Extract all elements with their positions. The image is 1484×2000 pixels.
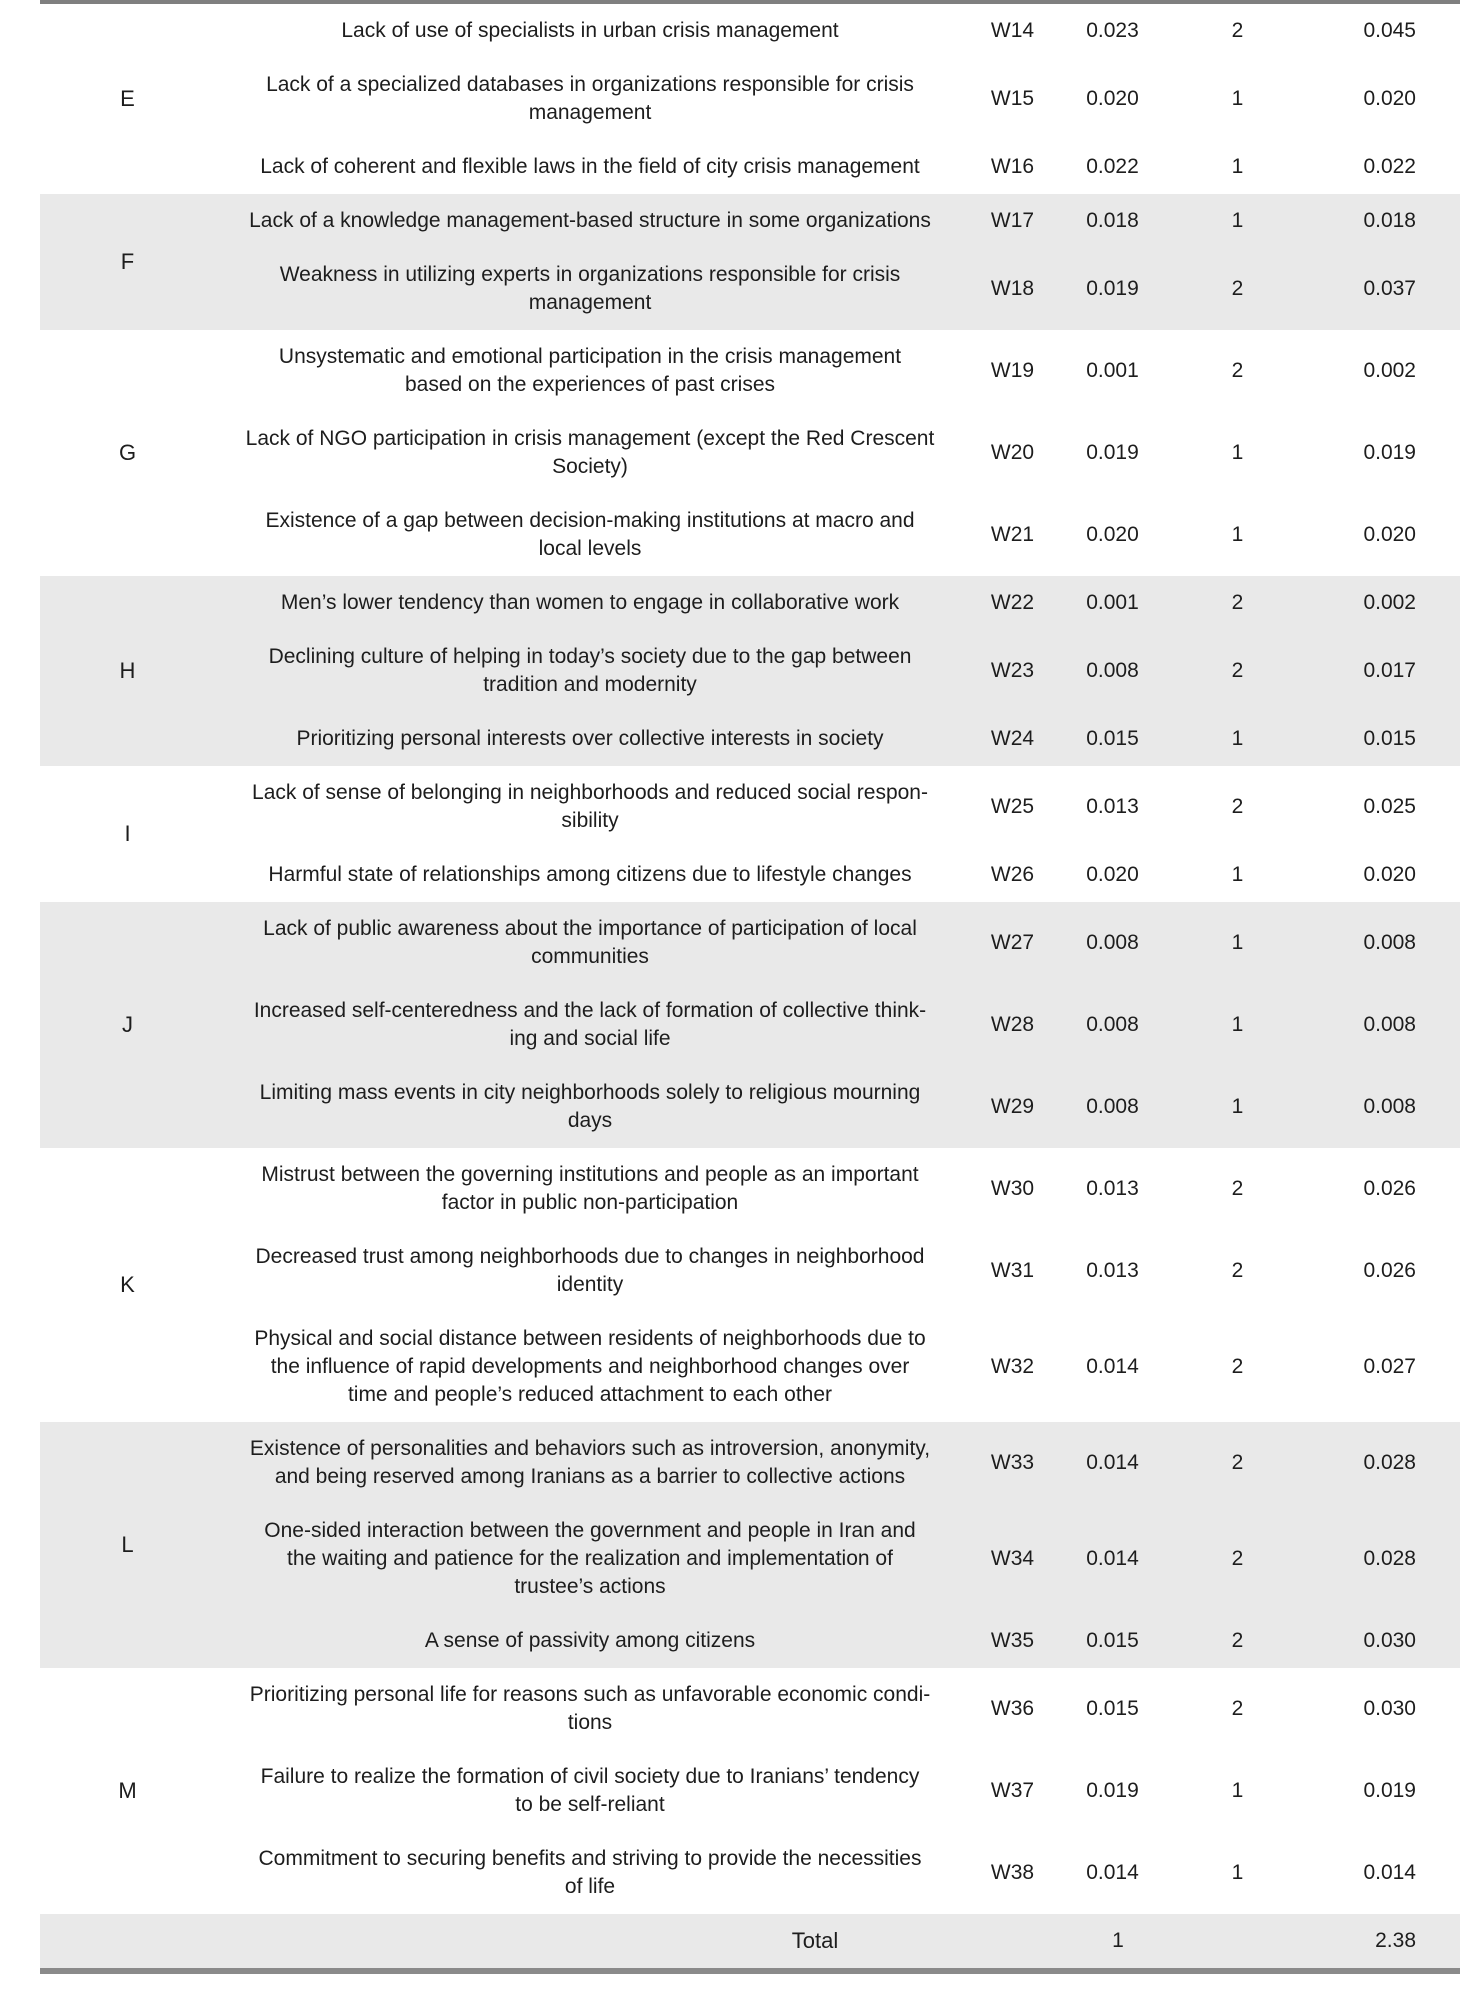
- rank-value: 2: [1231, 1697, 1244, 1720]
- weighted-score: 0.026: [1363, 1177, 1416, 1200]
- weight-value: 0.015: [1086, 1629, 1139, 1652]
- weight-value: 0.015: [1086, 727, 1139, 750]
- weighted-score: 0.020: [1363, 87, 1416, 110]
- rank-value: 2: [1231, 1547, 1244, 1570]
- rank-value: 1: [1231, 1095, 1244, 1118]
- weakness-description: Commitment to securing benefits and striving to provide the necessities of life: [258, 1847, 922, 1898]
- rank-value: 2: [1231, 1451, 1244, 1474]
- weighted-score: 0.020: [1363, 863, 1416, 886]
- weakness-description: Men’s lower tendency than women to engage in collaborative work: [280, 591, 900, 614]
- weighted-score: 0.008: [1363, 1013, 1416, 1036]
- group-label: G: [118, 440, 137, 465]
- weakness-description: A sense of passivity among citizens: [424, 1629, 756, 1652]
- weakness-code: W22: [990, 591, 1035, 614]
- weighted-score: 0.037: [1363, 277, 1416, 300]
- weakness-description: Weakness in utilizing experts in organizations responsible for crisis management: [279, 263, 901, 314]
- weight-value: 0.014: [1086, 1355, 1139, 1378]
- rank-value: 2: [1231, 1355, 1244, 1378]
- table-row: [40, 1504, 1460, 1614]
- weight-value: 0.001: [1086, 591, 1139, 614]
- weight-value: 0.008: [1086, 1095, 1139, 1118]
- weighted-score: 0.020: [1363, 523, 1416, 546]
- weakness-code: W16: [990, 155, 1035, 178]
- rank-value: 1: [1231, 523, 1244, 546]
- table-row: [40, 1832, 1460, 1914]
- weakness-description: Mistrust between the governing institutions and people as an important factor in public non-participation: [261, 1163, 919, 1214]
- table-row: [40, 2, 1460, 58]
- weighted-score: 0.030: [1363, 1697, 1416, 1720]
- group-label: L: [121, 1532, 134, 1557]
- weakness-description: One-sided interaction between the government and people in Iran and the waiting and patience for the realization and implementation of trustee’s actions: [264, 1519, 916, 1598]
- group-band-F: [40, 194, 1460, 330]
- group-band-E: [40, 2, 1460, 194]
- weighted-score: 0.015: [1363, 727, 1416, 750]
- weighted-score: 0.018: [1363, 209, 1416, 232]
- weight-value: 0.013: [1086, 1259, 1139, 1282]
- weight-value: 0.020: [1086, 87, 1139, 110]
- weakness-description: Decreased trust among neighborhoods due to changes in neighborhood identity: [255, 1245, 925, 1296]
- weakness-description: Increased self-centeredness and the lack of formation of collective think- ing and social life: [253, 999, 927, 1050]
- weakness-code: W20: [990, 441, 1035, 464]
- weakness-description: Failure to realize the formation of civil society due to Iranians’ tendency to be self-reliant: [260, 1765, 920, 1816]
- rank-value: 2: [1231, 1629, 1244, 1652]
- weakness-description: Declining culture of helping in today’s society due to the gap between tradition and modernity: [268, 645, 912, 696]
- weaknesses-weight-table: [40, 0, 1460, 1974]
- weighted-score: 0.002: [1363, 359, 1416, 382]
- weighted-score: 0.014: [1363, 1861, 1416, 1884]
- weight-value: 0.020: [1086, 863, 1139, 886]
- weight-value: 0.008: [1086, 659, 1139, 682]
- weighted-score: 0.026: [1363, 1259, 1416, 1282]
- weighted-score: 0.008: [1363, 1095, 1416, 1118]
- weakness-description: Lack of sense of belonging in neighborhoods and reduced social respon- sibility: [252, 781, 928, 832]
- group-band-H: [40, 576, 1460, 766]
- table-row: [40, 1750, 1460, 1832]
- weakness-description: Lack of coherent and flexible laws in the field of city crisis management: [260, 155, 920, 178]
- weight-value: 0.014: [1086, 1861, 1139, 1884]
- weakness-code: W27: [990, 931, 1035, 954]
- rank-value: 1: [1231, 209, 1244, 232]
- group-band-G: [40, 330, 1460, 576]
- rank-value: 2: [1231, 591, 1244, 614]
- rank-value: 2: [1231, 659, 1244, 682]
- weakness-description: Limiting mass events in city neighborhoods solely to religious mourning days: [259, 1081, 921, 1132]
- weakness-code: W17: [990, 209, 1035, 232]
- weighted-score: 0.028: [1363, 1451, 1416, 1474]
- weight-value: 0.019: [1086, 1779, 1139, 1802]
- table-row: [40, 1148, 1460, 1230]
- table-row: [40, 194, 1460, 248]
- weighted-score: 0.022: [1363, 155, 1416, 178]
- weakness-description: Existence of a gap between decision-making institutions at macro and local levels: [265, 509, 915, 560]
- weight-value: 0.008: [1086, 931, 1139, 954]
- table-row: [40, 248, 1460, 330]
- weakness-code: W32: [990, 1355, 1035, 1378]
- total-row: [40, 1914, 1460, 1971]
- weight-value: 0.001: [1086, 359, 1139, 382]
- weight-value: 0.020: [1086, 523, 1139, 546]
- weighted-score: 0.030: [1363, 1629, 1416, 1652]
- table-row: [40, 1312, 1460, 1422]
- group-label: F: [120, 249, 135, 274]
- group-label: M: [118, 1778, 137, 1803]
- group-band-M: [40, 1668, 1460, 1914]
- table-row: [40, 1230, 1460, 1312]
- table-row: [40, 902, 1460, 984]
- table-row: [40, 1422, 1460, 1504]
- table-row: [40, 848, 1460, 902]
- weakness-description: Prioritizing personal interests over collective interests in society: [296, 727, 884, 750]
- weight-value: 0.013: [1086, 1177, 1139, 1200]
- weakness-description: Lack of use of specialists in urban crisis management: [341, 19, 839, 42]
- rank-value: 2: [1231, 277, 1244, 300]
- weakness-description: Unsystematic and emotional participation in the crisis management based on the experiences of past crises: [278, 345, 902, 396]
- weakness-code: W21: [990, 523, 1035, 546]
- group-label: I: [124, 821, 131, 846]
- weakness-code: W14: [990, 19, 1035, 42]
- weakness-code: W38: [990, 1861, 1035, 1884]
- table-row: [40, 1668, 1460, 1750]
- weight-value: 0.022: [1086, 155, 1139, 178]
- weakness-code: W30: [990, 1177, 1035, 1200]
- table-row: [40, 412, 1460, 494]
- weighted-score: 0.019: [1363, 441, 1416, 464]
- weakness-description: Lack of a specialized databases in organizations responsible for crisis management: [266, 73, 914, 124]
- weighted-score: 0.045: [1363, 19, 1416, 42]
- weighted-score: 0.028: [1363, 1547, 1416, 1570]
- weighted-score: 0.008: [1363, 931, 1416, 954]
- rank-value: 1: [1231, 1013, 1244, 1036]
- weight-value: 0.018: [1086, 209, 1139, 232]
- rank-value: 1: [1231, 441, 1244, 464]
- weakness-code: W34: [990, 1547, 1035, 1570]
- weakness-code: W35: [990, 1629, 1035, 1652]
- table-row: [40, 712, 1460, 766]
- table-row: [40, 140, 1460, 194]
- rank-value: 1: [1231, 87, 1244, 110]
- table-row: [40, 576, 1460, 630]
- group-band-L: [40, 1422, 1460, 1668]
- table-row: [40, 1614, 1460, 1668]
- weakness-description: Lack of a knowledge management-based structure in some organizations: [249, 209, 931, 232]
- weight-value: 0.008: [1086, 1013, 1139, 1036]
- weakness-code: W37: [990, 1779, 1035, 1802]
- weakness-code: W23: [990, 659, 1035, 682]
- total-cell: [40, 1914, 1460, 1971]
- rank-value: 2: [1231, 795, 1244, 818]
- group-label: H: [119, 658, 136, 683]
- weakness-description: Prioritizing personal life for reasons such as unfavorable economic condi- tions: [249, 1683, 931, 1734]
- weakness-code: W28: [990, 1013, 1035, 1036]
- group-label: E: [120, 86, 135, 111]
- weakness-code: W15: [990, 87, 1035, 110]
- weakness-code: W36: [990, 1697, 1035, 1720]
- rank-value: 2: [1231, 1177, 1244, 1200]
- total-weight-sum: 1: [1112, 1929, 1124, 1952]
- table-row: [40, 766, 1460, 848]
- rank-value: 1: [1231, 1779, 1244, 1802]
- weighted-score: 0.027: [1363, 1355, 1416, 1378]
- table-row-total: [40, 1914, 1460, 1971]
- weakness-code: W29: [990, 1095, 1035, 1118]
- rank-value: 1: [1231, 863, 1244, 886]
- weakness-description: Harmful state of relationships among citizens due to lifestyle changes: [268, 863, 912, 886]
- weakness-description: Physical and social distance between residents of neighborhoods due to the influence of rapid developments and neighborhood changes over time and people’s reduced attachment to each other: [254, 1327, 926, 1406]
- weighted-score: 0.017: [1363, 659, 1416, 682]
- group-label: J: [122, 1012, 133, 1037]
- weight-value: 0.023: [1086, 19, 1139, 42]
- table-row: [40, 630, 1460, 712]
- total-weighted-sum: 2.38: [1375, 1929, 1416, 1952]
- weakness-code: W24: [990, 727, 1035, 750]
- weakness-code: W26: [990, 863, 1035, 886]
- weight-value: 0.019: [1086, 441, 1139, 464]
- group-band-J: [40, 902, 1460, 1148]
- weakness-description: Lack of public awareness about the importance of participation of local communities: [263, 917, 917, 968]
- weighted-score: 0.002: [1363, 591, 1416, 614]
- table-row: [40, 330, 1460, 412]
- table-row: [40, 984, 1460, 1066]
- weight-value: 0.019: [1086, 277, 1139, 300]
- weakness-description: Lack of NGO participation in crisis management (except the Red Crescent Society): [245, 427, 935, 478]
- table-row: [40, 58, 1460, 140]
- group-label: K: [120, 1272, 135, 1297]
- rank-value: 2: [1231, 359, 1244, 382]
- weight-value: 0.013: [1086, 795, 1139, 818]
- weakness-code: W25: [990, 795, 1035, 818]
- weight-value: 0.014: [1086, 1547, 1139, 1570]
- weakness-code: W19: [990, 359, 1035, 382]
- table-row: [40, 494, 1460, 576]
- rank-value: 1: [1231, 155, 1244, 178]
- weighted-score: 0.019: [1363, 1779, 1416, 1802]
- weighted-score: 0.025: [1363, 795, 1416, 818]
- total-label: Total: [791, 1928, 839, 1953]
- weight-value: 0.014: [1086, 1451, 1139, 1474]
- group-band-I: [40, 766, 1460, 902]
- weight-value: 0.015: [1086, 1697, 1139, 1720]
- weakness-description: Existence of personalities and behaviors such as introversion, anonymity, and being reserved among Iranians as a barrier to collective actions: [249, 1437, 931, 1488]
- rank-value: 2: [1231, 1259, 1244, 1282]
- rank-value: 1: [1231, 931, 1244, 954]
- table-row: [40, 1066, 1460, 1148]
- group-band-K: [40, 1148, 1460, 1422]
- rank-value: 1: [1231, 1861, 1244, 1884]
- rank-value: 1: [1231, 727, 1244, 750]
- weakness-code: W33: [990, 1451, 1035, 1474]
- weakness-code: W18: [990, 277, 1035, 300]
- rank-value: 2: [1231, 19, 1244, 42]
- weakness-code: W31: [990, 1259, 1035, 1282]
